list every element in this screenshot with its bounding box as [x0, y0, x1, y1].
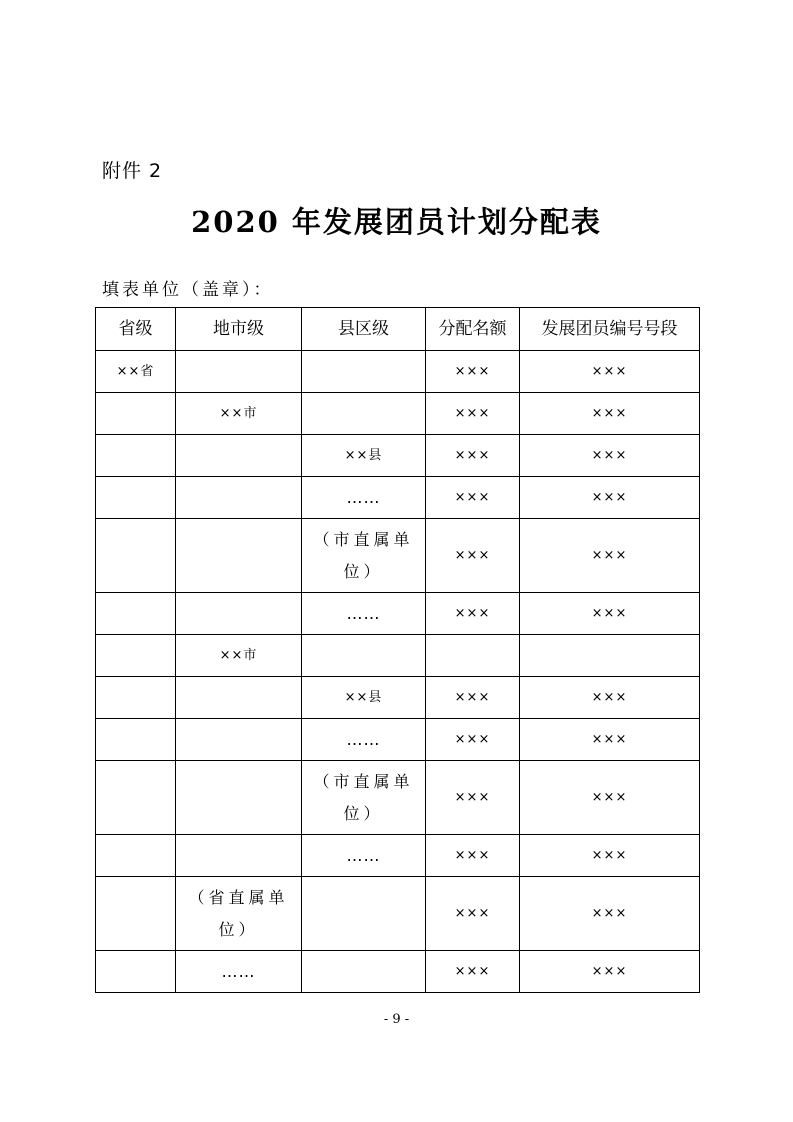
cell-county	[302, 519, 426, 593]
cell-county	[302, 951, 426, 993]
page-number: - 9 -	[383, 1012, 410, 1027]
cell-number-range: ×××	[520, 951, 700, 993]
cell-quota: ×××	[426, 435, 520, 477]
table-row	[96, 877, 700, 951]
cell-quota: ×××	[426, 519, 520, 593]
table-row	[96, 677, 700, 719]
cell-county	[302, 635, 426, 677]
table-row	[96, 477, 700, 519]
table-row	[96, 761, 700, 835]
cell-city: ××市	[176, 635, 302, 677]
cell-province	[96, 877, 176, 951]
cell-province	[96, 477, 176, 519]
cell-county-text: （市直属单位）	[313, 529, 414, 581]
cell-province	[96, 393, 176, 435]
table-row	[96, 435, 700, 477]
cell-number-range: ×××	[520, 393, 700, 435]
cell-province	[96, 435, 176, 477]
cell-county	[302, 877, 426, 951]
cell-number-range	[520, 635, 700, 677]
cell-county-text: （市直属单位）	[313, 771, 414, 823]
cell-county: ……	[302, 477, 426, 519]
cell-number-range: ×××	[520, 761, 700, 835]
cell-county	[302, 351, 426, 393]
cell-city	[176, 835, 302, 877]
cell-number-range: ×××	[520, 877, 700, 951]
cell-county	[302, 393, 426, 435]
cell-city	[176, 477, 302, 519]
cell-county	[302, 761, 426, 835]
cell-number-range: ×××	[520, 835, 700, 877]
attachment-label: 附件 2	[102, 160, 163, 182]
table-row	[96, 719, 700, 761]
table-row	[96, 635, 700, 677]
cell-county: ……	[302, 835, 426, 877]
table-row	[96, 519, 700, 593]
cell-province	[96, 761, 176, 835]
cell-city	[176, 677, 302, 719]
cell-quota: ×××	[426, 677, 520, 719]
cell-number-range: ×××	[520, 519, 700, 593]
cell-number-range: ×××	[520, 351, 700, 393]
cell-quota: ×××	[426, 351, 520, 393]
header-quota: 分配名额	[426, 308, 520, 351]
cell-county: ……	[302, 593, 426, 635]
cell-province	[96, 519, 176, 593]
fill-unit-label: 填表单位（盖章）：	[102, 280, 274, 300]
cell-city	[176, 435, 302, 477]
table-row	[96, 393, 700, 435]
cell-city	[176, 593, 302, 635]
cell-city	[176, 351, 302, 393]
table-row	[96, 593, 700, 635]
cell-county: ××县	[302, 677, 426, 719]
cell-county: ××县	[302, 435, 426, 477]
cell-number-range: ×××	[520, 677, 700, 719]
cell-province	[96, 719, 176, 761]
cell-province	[96, 951, 176, 993]
cell-city	[176, 761, 302, 835]
cell-quota	[426, 635, 520, 677]
cell-city: ……	[176, 951, 302, 993]
cell-quota: ×××	[426, 835, 520, 877]
cell-province: ××省	[96, 351, 176, 393]
cell-province	[96, 835, 176, 877]
header-number-range: 发展团员编号号段	[520, 308, 700, 351]
cell-quota: ×××	[426, 593, 520, 635]
cell-city: ××市	[176, 393, 302, 435]
cell-quota: ×××	[426, 719, 520, 761]
cell-city-text: （省直属单位）	[188, 887, 289, 939]
cell-city	[176, 877, 302, 951]
cell-county: ……	[302, 719, 426, 761]
cell-province	[96, 593, 176, 635]
header-county: 县区级	[302, 308, 426, 351]
table-row	[96, 351, 700, 393]
header-city: 地市级	[176, 308, 302, 351]
cell-number-range: ×××	[520, 593, 700, 635]
cell-city	[176, 719, 302, 761]
cell-province	[96, 677, 176, 719]
cell-province	[96, 635, 176, 677]
page-title: 2020 年发展团员计划分配表	[191, 205, 602, 239]
table-row	[96, 951, 700, 993]
cell-quota: ×××	[426, 761, 520, 835]
cell-quota: ×××	[426, 951, 520, 993]
cell-quota: ×××	[426, 393, 520, 435]
cell-number-range: ×××	[520, 477, 700, 519]
table-header-row	[96, 308, 700, 351]
header-province: 省级	[96, 308, 176, 351]
cell-number-range: ×××	[520, 719, 700, 761]
cell-city	[176, 519, 302, 593]
cell-quota: ×××	[426, 877, 520, 951]
allocation-table	[95, 307, 700, 993]
table-row	[96, 835, 700, 877]
cell-number-range: ×××	[520, 435, 700, 477]
cell-quota: ×××	[426, 477, 520, 519]
